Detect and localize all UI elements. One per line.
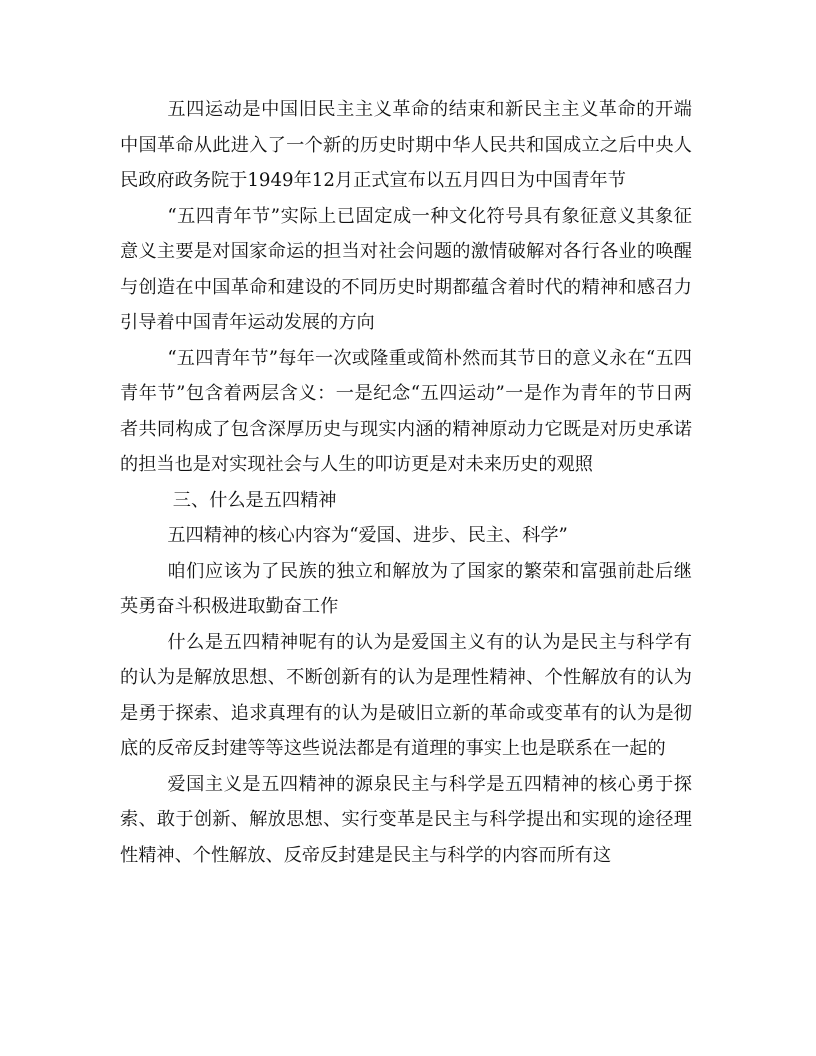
paragraph-our-duty: 咱们应该为了民族的独立和解放为了国家的繁荣和富强前赴后继英勇奋斗积极进取勤奋工作	[120, 560, 692, 617]
paragraph-youth-day-meaning: “五四青年节”每年一次或隆重或简朴然而其节日的意义永在“五四青年节”包含着两层含义：一是纪念“五四运动”一是作为青年的节日两者共同构成了包含深厚历史与现实内涵的精神原动力它既是对历史承诺的担当也是对实现社会与人生的叩访更是对未来历史的观照	[120, 347, 692, 475]
paragraph-patriotism-source: 爱国主义是五四精神的源泉民主与科学是五四精神的核心勇于探索、敢于创新、解放思想、实行变革是民主与科学提出和实现的途径理性精神、个性解放、反帝反封建是民主与科学的内容而所有这	[120, 773, 692, 866]
section-heading-what-is-may-fourth-spirit: 三、什么是五四精神	[172, 489, 337, 511]
document-body	[120, 92, 692, 873]
paragraph-core-content: 五四精神的核心内容为“爱国、进步、民主、科学”	[167, 525, 568, 546]
paragraph-various-views: 什么是五四精神呢有的认为是爱国主义有的认为是民主与科学有的认为是解放思想、不断创新有的认为是理性精神、个性解放有的认为是勇于探索、追求真理有的认为是破旧立新的革命或变革有的认为是彻底的反帝反封建等等这些说法都是有道理的事实上也是联系在一起的	[120, 631, 692, 759]
paragraph-may-fourth-movement: 五四运动是中国旧民主主义革命的结束和新民主主义革命的开端中国革命从此进入了一个新的历史时期中华人民共和国成立之后中央人民政府政务院于1949年12月正式宣布以五月四日为中国青年节	[120, 99, 692, 191]
paragraph-youth-day-symbol: “五四青年节”实际上已固定成一种文化符号具有象征意义其象征意义主要是对国家命运的担当对社会问题的激情破解对各行各业的唤醒与创造在中国革命和建设的不同历史时期都蕴含着时代的精神和感召力引导着中国青年运动发展的方向	[120, 205, 692, 333]
